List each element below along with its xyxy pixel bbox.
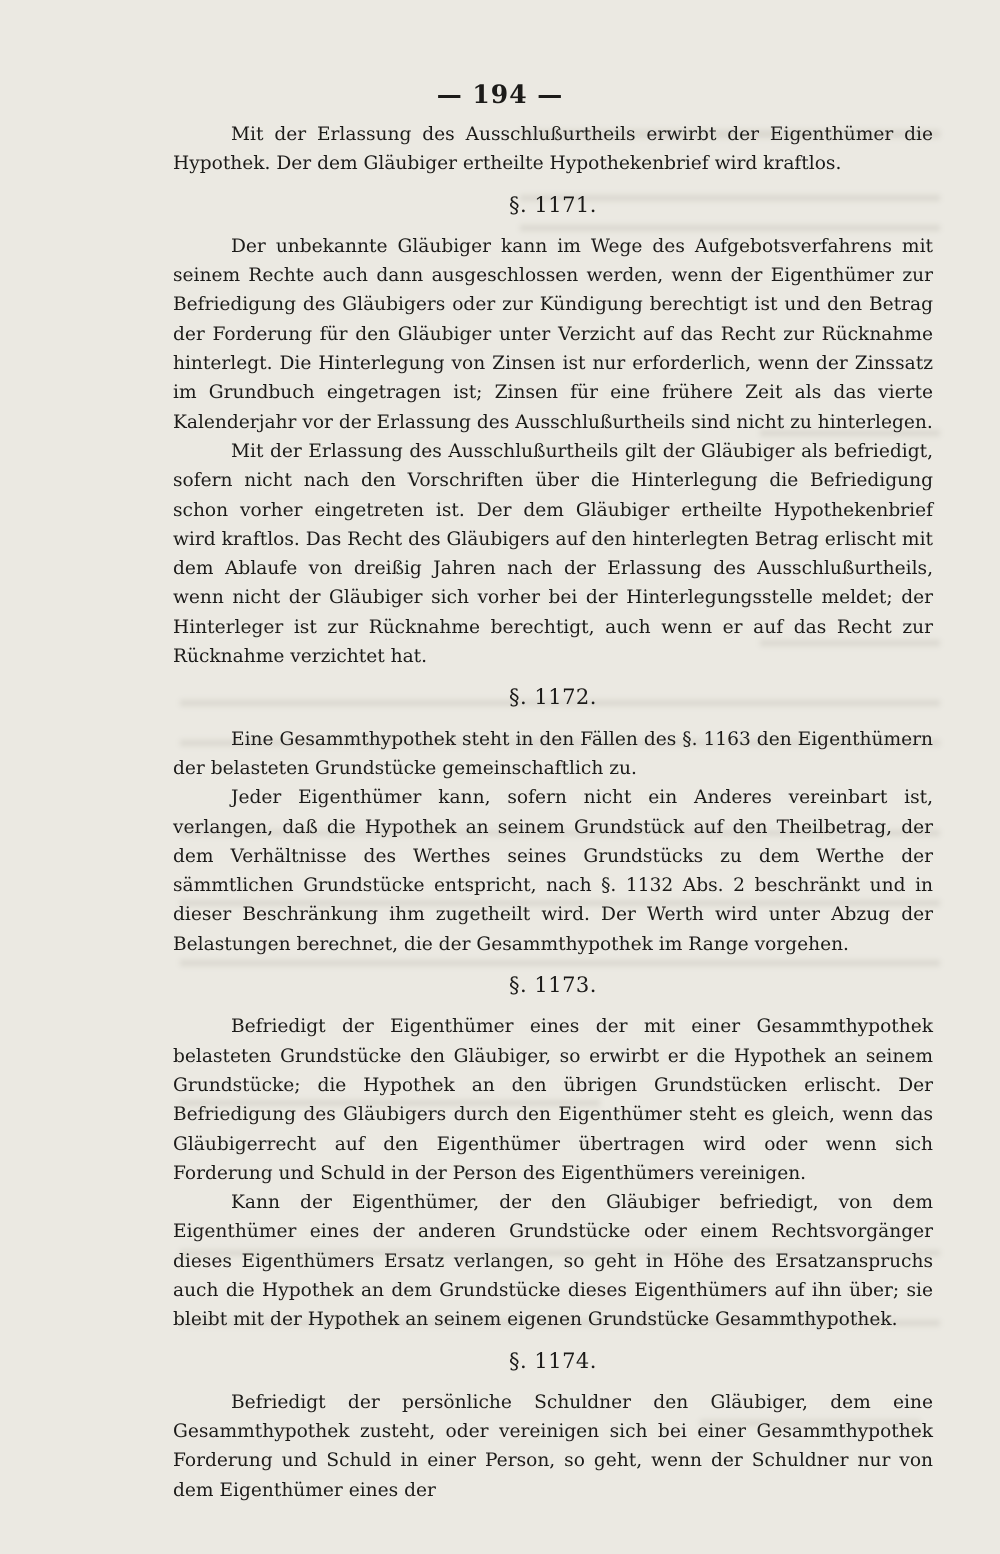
section-heading: §. 1172.	[509, 685, 597, 710]
paragraph: Mit der Erlassung des Ausschlußurtheils gilt der Gläubiger als befriedigt, sofern nicht nach den Vorschriften über die Hinterlegung die Befriedigung schon vorher eingetreten ist. Der dem Gläubiger ertheilte Hypothekenbrief wird kraftlos. Das Recht des Gläubigers auf den hinterlegten Betrag erlischt mit dem Ablaufe von dreißig Jahren nach der Erlassung des Ausschlußurtheils, wenn nicht der Gläubiger sich vorher bei der Hinterlegungsstelle meldet; der Hinterleger ist zur Rücknahme berechtigt, auch wenn er auf das Recht zur Rücknahme verzichtet hat.	[173, 440, 933, 668]
paragraph: Der unbekannte Gläubiger kann im Wege des Aufgebotsverfahrens mit seinem Rechte auch dann ausgeschlossen werden, wenn der Eigenthümer zur Befriedigung des Gläubigers oder zur Kündigung berechtigt ist und den Betrag der Forderung für den Gläubiger unter Verzicht auf das Recht zur Rücknahme hinterlegt. Die Hinterlegung von Zinsen ist nur erforderlich, wenn der Zinssatz im Grundbuch eingetragen ist; Zinsen für eine frühere Zeit als das vierte Kalenderjahr vor der Erlassung des Ausschlußurtheils sind nicht zu hinterlegen.	[173, 235, 933, 433]
paragraph: Befriedigt der Eigenthümer eines der mit einer Gesammthypothek belasteten Grundstücke den Gläubiger, so erwirbt er die Hypothek an seinem Grundstücke; die Hypothek an den übrigen Grundstücken erlischt. Der Befriedigung des Gläubigers durch den Eigenthümer steht es gleich, wenn das Gläubigerrecht auf den Eigenthümer übertragen wird oder wenn sich Forderung und Schuld in der Person des Eigenthümers vereinigen.	[173, 1016, 933, 1184]
paragraph: Kann der Eigenthümer, der den Gläubiger befriedigt, von dem Eigenthümer eines der anderen Grundstücke oder einem Rechtsvorgänger dieses Eigenthümers Ersatz verlangen, so geht in Höhe des Ersatzanspruchs auch die Hypothek an dem Grundstücke dieses Eigenthümers auf ihn über; sie bleibt mit der Hypothek an seinem eigenen Grundstücke Gesammthypothek.	[173, 1192, 933, 1331]
section-heading: §. 1174.	[509, 1348, 597, 1373]
page-number: — 194 —	[436, 80, 564, 109]
main-text	[173, 120, 933, 1505]
section-heading: §. 1171.	[509, 192, 597, 217]
paragraph: Mit der Erlassung des Ausschlußurtheils erwirbt der Eigenthümer die Hypothek. Der dem Gläubiger ertheilte Hypothekenbrief wird kraftlos.	[173, 124, 933, 175]
section-heading: §. 1173.	[509, 973, 597, 998]
paragraph: Befriedigt der persönliche Schuldner den Gläubiger, dem eine Gesammthypothek zusteht, oder vereinigen sich bei einer Gesammthypothek Forderung und Schuld in einer Person, so geht, wenn der Schuldner nur von dem Eigenthümer eines der	[173, 1391, 933, 1501]
paragraph: Jeder Eigenthümer kann, sofern nicht ein Anderes vereinbart ist, verlangen, daß die Hypothek an seinem Grundstück auf den Theilbetrag, der dem Verhältnisse des Werthes seines Grundstücks zu dem Werthe der sämmtlichen Grundstücke entspricht, nach §. 1132 Abs. 2 beschränkt und in dieser Beschränkung ihm zugetheilt wird. Der Werth wird unter Abzug der Belastungen berechnet, die der Gesammthypothek im Range vorgehen.	[173, 787, 933, 955]
paragraph: Eine Gesammthypothek steht in den Fällen des §. 1163 den Eigenthümern der belasteten Grundstücke gemeinschaftlich zu.	[173, 728, 933, 779]
